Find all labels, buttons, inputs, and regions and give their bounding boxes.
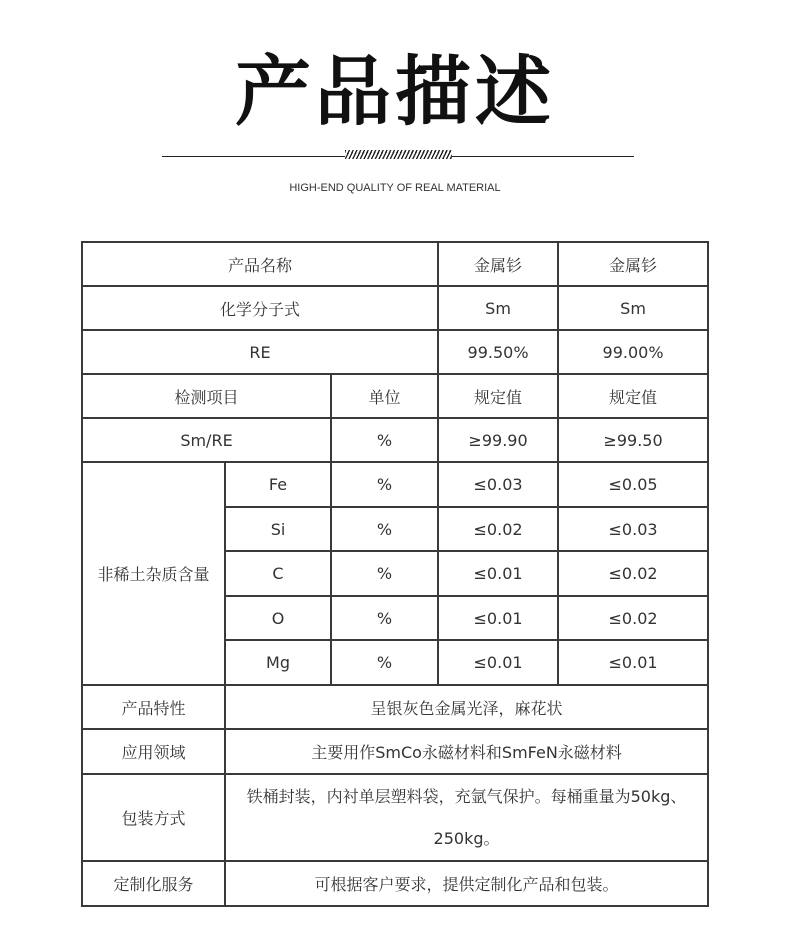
row-product-name: [82, 242, 708, 286]
spec-table: [81, 241, 709, 907]
label-re: RE: [82, 330, 438, 374]
header-test-item: 检测项目: [82, 374, 331, 418]
impurity-unit: %: [331, 640, 438, 685]
impurity-unit: %: [331, 462, 438, 507]
impurity-value-1: ≤0.01: [438, 596, 558, 640]
impurity-value-2: ≤0.02: [558, 551, 708, 596]
impurity-value-2: ≤0.03: [558, 507, 708, 551]
row-packaging: [82, 774, 708, 861]
impurity-element: O: [225, 596, 331, 640]
title-divider-left: [162, 156, 345, 157]
label-sm-re: Sm/RE: [82, 418, 331, 462]
label-features: 产品特性: [82, 685, 225, 729]
cell-sm-re-2: ≥99.50: [558, 418, 708, 462]
label-formula: 化学分子式: [82, 286, 438, 330]
row-sm-re: [82, 418, 708, 462]
label-application: 应用领域: [82, 729, 225, 774]
impurity-unit: %: [331, 551, 438, 596]
value-packaging: 铁桶封装，内衬单层塑料袋，充氩气保护。每桶重量为50kg、250kg。: [225, 774, 708, 861]
impurity-value-2: ≤0.02: [558, 596, 708, 640]
row-re: [82, 330, 708, 374]
page-title: 产品描述: [235, 47, 555, 136]
cell-re-1: 99.50%: [438, 330, 558, 374]
label-impurity-group: 非稀土杂质含量: [82, 462, 225, 685]
row-formula: [82, 286, 708, 330]
impurity-unit: %: [331, 596, 438, 640]
cell-formula-2: Sm: [558, 286, 708, 330]
impurity-element: Fe: [225, 462, 331, 507]
row-customization: [82, 861, 708, 906]
label-customization: 定制化服务: [82, 861, 225, 906]
impurity-unit: %: [331, 507, 438, 551]
header-unit: 单位: [331, 374, 438, 418]
cell-sm-re-1: ≥99.90: [438, 418, 558, 462]
impurity-value-2: ≤0.05: [558, 462, 708, 507]
value-features: 呈银灰色金属光泽，麻花状: [225, 685, 708, 729]
cell-formula-1: Sm: [438, 286, 558, 330]
impurity-value-1: ≤0.03: [438, 462, 558, 507]
impurity-element: Si: [225, 507, 331, 551]
value-application: 主要用作SmCo永磁材料和SmFeN永磁材料: [225, 729, 708, 774]
impurity-element: C: [225, 551, 331, 596]
row-features: [82, 685, 708, 729]
impurity-value-1: ≤0.01: [438, 640, 558, 685]
impurity-element: Mg: [225, 640, 331, 685]
value-customization: 可根据客户要求，提供定制化产品和包装。: [225, 861, 708, 906]
label-packaging: 包装方式: [82, 774, 225, 861]
title-divider-hatch: [345, 150, 452, 159]
cell-product-name-1: 金属钐: [438, 242, 558, 286]
cell-product-name-2: 金属钐: [558, 242, 708, 286]
row-impurity: [82, 462, 708, 507]
impurity-value-1: ≤0.02: [438, 507, 558, 551]
cell-sm-re-unit: %: [331, 418, 438, 462]
impurity-value-1: ≤0.01: [438, 551, 558, 596]
row-test-header: [82, 374, 708, 418]
label-product-name: 产品名称: [82, 242, 438, 286]
header-spec-1: 规定值: [438, 374, 558, 418]
page-subtitle: HIGH-END QUALITY OF REAL MATERIAL: [289, 182, 501, 194]
header-spec-2: 规定值: [558, 374, 708, 418]
title-divider-right: [452, 156, 634, 157]
impurity-value-2: ≤0.01: [558, 640, 708, 685]
row-application: [82, 729, 708, 774]
cell-re-2: 99.00%: [558, 330, 708, 374]
